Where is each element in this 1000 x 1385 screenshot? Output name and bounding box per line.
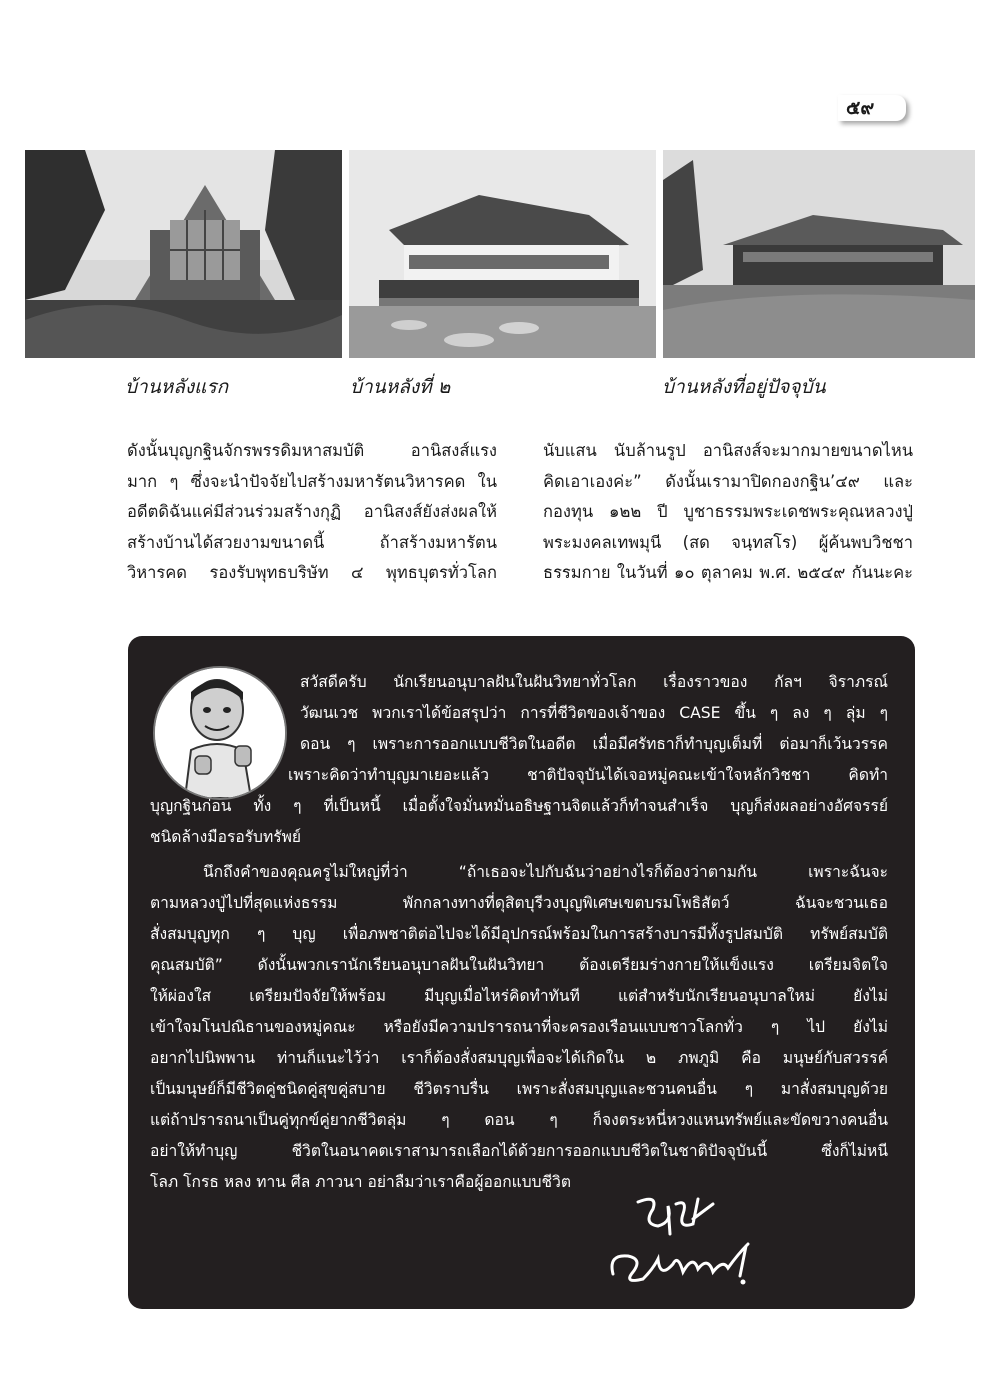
text-line: อย่าให้ทำบุญ ชีวิตในอนาคตเราสามารถเลือกได้ด้วยการออกแบบชีวิตในชาติปัจจุบันนี้ ซึ่งก็ไม่หนี — [150, 1142, 888, 1160]
article-left-column — [127, 436, 497, 589]
text-line: นับแสน นับล้านรูป อานิสงส์จะมากมายขนาดไหน — [543, 441, 913, 460]
article-right-column — [543, 436, 913, 589]
text-line: นึกถึงคำของคุณครูไม่ใหญ่ที่ว่า “ถ้าเธอจะไปกับฉันว่าอย่างไรก็ต้องว่าตามกัน เพราะฉันจะ — [203, 863, 888, 881]
text-line: มาก ๆ ซึ่งจะนำปัจจัยไปสร้างมหารัตนวิหารคด ใน — [127, 471, 497, 491]
text-line: ให้ผ่องใส เตรียมปัจจัยให้พร้อม มีบุญเมื่อไหร่คิดทำทันที แต่สำหรับนักเรียนอนุบาลใหม่ ยังไม่ — [150, 987, 888, 1005]
text-line: อดีตดิฉันแค่มีส่วนร่วมสร้างกุฏิ อานิสงส์ยังส่งผลให้ — [127, 502, 497, 521]
text-line: บุญกฐินก่อน ทั้ง ๆ ที่เป็นหนี้ เมื่อตั้งใจมั่นหมั่นอธิษฐานจิตแล้วก็ทำจนสำเร็จ บุญก็ส่งผลอย่างอัศจรรย์ — [150, 797, 888, 815]
author-caricature — [153, 666, 287, 800]
photo-second-house — [349, 150, 656, 358]
text-line: พระมงคลเทพมุนี (สด จนฺทสโร) ผู้ค้นพบวิชชา — [543, 532, 913, 552]
photo-first-house — [25, 150, 342, 358]
text-line: ธรรมกาย ในวันที่ ๑๐ ตุลาคม พ.ศ. ๒๕๔๙ กันนะคะ — [543, 563, 913, 582]
text-line: สร้างบ้านได้สวยงามขนาดนี้ ถ้าสร้างมหารัตน — [127, 532, 497, 552]
text-line: คุณสมบัติ” ดังนั้นพวกเรานักเรียนอนุบาลฝันในฝันวิทยา ต้องเตรียมร่างกายให้แข็งแรง เตรียมจิตใจ — [150, 956, 888, 974]
text-line: ตามหลวงปู่ไปที่สุดแห่งธรรม พักกลางทางที่ดุสิตบุรีวงบุญพิเศษเขตบรมโพธิสัตว์ ฉันจะชวนเธอ — [150, 894, 888, 912]
text-line: วัฒนเวช พวกเราได้ข้อสรุปว่า การที่ชีวิตของเจ้าของ CASE ขึ้น ๆ ลง ๆ ลุ่ม ๆ — [300, 704, 888, 722]
message-box — [128, 636, 915, 1309]
text-line: ดังนั้นบุญกฐินจักรพรรดิมหาสมบัติ อานิสงส์แรง — [127, 441, 497, 460]
text-line: วิหารคด รองรับพุทธบริษัท ๔ พุทธบุตรทั่วโลก — [127, 563, 497, 582]
text-line: อยากไปนิพพาน ท่านก็แนะไว้ว่า เราก็ต้องสั่งสมบุญเพื่อจะได้เกิดใน ๒ ภพภูมิ คือ มนุษย์กับสวรรค์ — [150, 1049, 888, 1067]
text-line: ดอน ๆ เพราะการออกแบบชีวิตในอดีต เมื่อมีศรัทธาก็ทำบุญเต็มที่ ต่อมาก็เว้นวรรค — [300, 735, 888, 753]
text-line: เป็นมนุษย์ก็มีชีวิตคู่ชนิดคู่สุขคู่สบาย ชีวิตราบรื่น เพราะสั่งสมบุญและชวนคนอื่น ๆ มาสั่งสมบุญด้วย — [150, 1080, 888, 1098]
text-line: คิดเอาเองค่ะ” ดังนั้นเรามาปิดกองกฐิน’๔๙ และ — [543, 471, 913, 491]
page-number: ๕๙ — [838, 95, 906, 121]
text-line: โลภ โกรธ หลง ทาน ศีล ภาวนา อย่าลืมว่าเราคือผู้ออกแบบชีวิต — [150, 1173, 571, 1191]
text-line: กองทุน ๑๒๒ ปี บูชาธรรมพระเดชพระคุณหลวงปู่ — [543, 502, 913, 521]
text-line: ชนิดล้างมือรอรับทรัพย์ — [150, 828, 302, 846]
photo-caption-current-house: บ้านหลังที่อยู่ปัจจุบัน — [662, 376, 826, 398]
photo-current-house — [663, 150, 975, 358]
text-line: แต่ถ้าปรารถนาเป็นคู่ทุกข์คู่ยากชีวิตลุ่ม ๆ ดอน ๆ ก็จงตระหนี่หวงแหนทรัพย์และขัดขวางคนอื่น — [150, 1111, 888, 1129]
photo-caption-first-house: บ้านหลังแรก — [125, 376, 229, 398]
handwritten-signature — [598, 1184, 768, 1294]
text-line: เพราะคิดว่าทำบุญมาเยอะแล้ว ชาติปัจจุบันได้เจอหมู่คณะเข้าใจหลักวิชชา คิดทำ — [288, 766, 888, 784]
text-line: สั่งสมบุญทุก ๆ บุญ เพื่อภพชาติต่อไปจะได้มีอุปกรณ์พร้อมในการสร้างบารมีทั้งรูปสมบัติ ทรัพย์สมบัติ — [150, 925, 888, 943]
photo-caption-second-house: บ้านหลังที่ ๒ — [350, 376, 451, 398]
text-line: สวัสดีครับ นักเรียนอนุบาลฝันในฝันวิทยาทั่วโลก เรื่องราวของ กัลฯ จิราภรณ์ — [300, 673, 888, 691]
text-line: เข้าใจมโนปณิธานของหมู่คณะ หรือยังมีความปรารถนาที่จะครองเรือนแบบชาวโลกทั่ว ๆ ไป ยังไม่ — [150, 1018, 888, 1036]
